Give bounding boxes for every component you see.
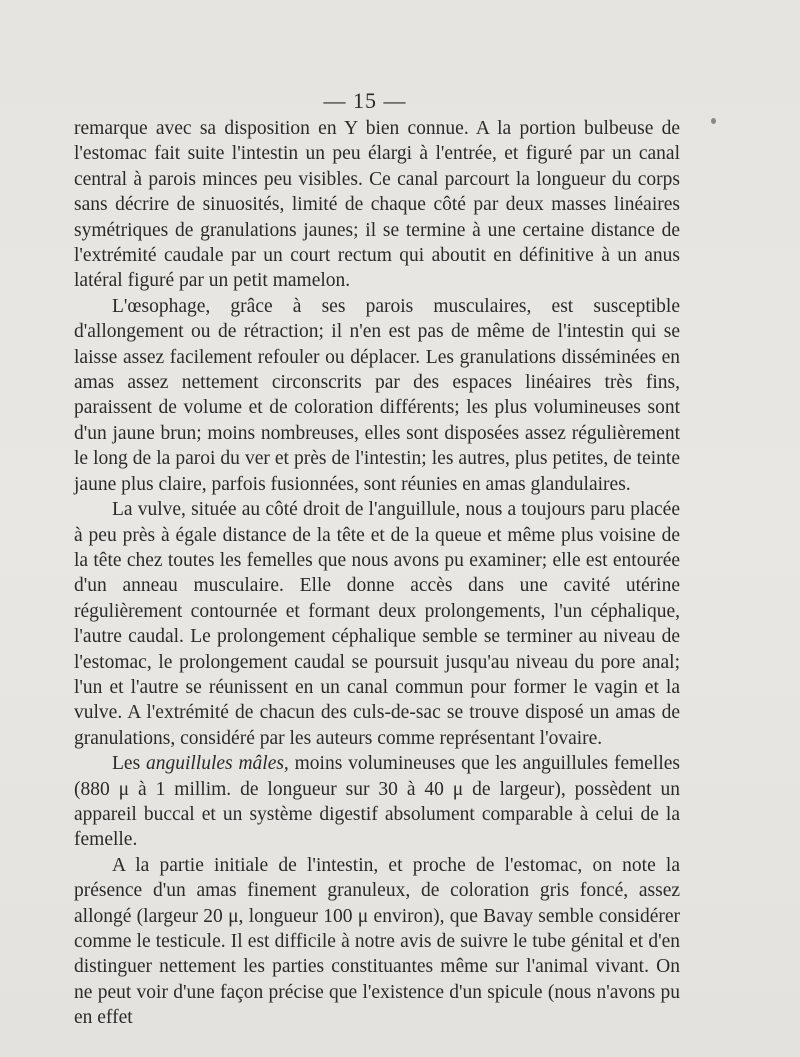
page-number: — 15 — [323, 88, 407, 113]
paragraph-4-italic: anguillules mâles, [145, 753, 289, 775]
paragraph-4-lead: Les [112, 753, 141, 775]
paragraph-2: L'œsophage, grâce à ses parois musculaires, est susceptible d'allongement ou de rétraction; il n'en est pas de même de l'intestin qui se laisse assez facilement refouler ou déplacer. Les granulations disséminées en amas assez nettement circonscrits par des espaces linéaires très fins, paraissent de volume et de coloration différents; les plus volumineuses sont d'un jaune brun; moins nombreuses, elles sont disposées assez régulièrement le long de la paroi du ver et près de l'intestin; les autres, plus petites, de teinte jaune plus claire, parfois fusionnées, sont réunies en amas glandulaires. [74, 295, 680, 495]
paragraph-3: La vulve, située au côté droit de l'anguillule, nous a toujours paru placée à peu près à égale distance de la tête et de la queue et même plus voisine de la tête chez toutes les femelles que nous avons pu examiner; elle est entourée d'un anneau musculaire. Elle donne accès dans une cavité utérine régulièrement contournée et formant deux prolongements, l'un céphalique, l'autre caudal. Le prolongement céphalique semble se terminer au niveau de l'estomac, le prolongement caudal se poursuit jusqu'au niveau du pore anal; l'un et l'autre se réunissent en un canal commun pour former le vagin et la vulve. A l'extrémité de chacun des culs-de-sac se trouve disposé un amas de granulations, considéré par les auteurs comme représentant l'ovaire. [74, 499, 680, 749]
paragraph-4 [74, 751, 680, 853]
paper-speck [711, 118, 716, 124]
paragraph-5: A la partie initiale de l'intestin, et proche de l'estomac, on note la présence d'un amas finement granuleux, de coloration gris foncé, assez allongé (largeur 20 μ, longueur 100 μ environ), que Bavay semble considérer comme le testicule. Il est difficile à notre avis de suivre le tube génital et d'en distinguer nettement les parties constituantes même sur l'animal vivant. On ne peut voir d'une façon précise que l'existence d'un spicule (nous n'avons pu en effet [74, 854, 680, 1029]
body-text [74, 116, 680, 1031]
paragraph-1: remarque avec sa disposition en Y bien connue. A la portion bulbeuse de l'estomac fait suite l'intestin un peu élargi à l'entrée, et figuré par un canal central à parois minces peu visibles. Ce canal parcourt la longueur du corps sans décrire de sinuosités, limité de chaque côté par deux masses linéaires symétriques de granulations jaunes; il se termine à une certaine distance de l'extrémité caudale par un court rectum qui aboutit en définitive à un anus latéral figuré par un petit mamelon. [74, 118, 680, 292]
paragraph-4-text: moins volumineuses que les anguillules femelles (880 μ à 1 millim. de longueur sur 30 à 40 μ de largeur), possèdent un appareil buccal et un système digestif absolument comparable à celui de la femelle. [74, 753, 680, 851]
